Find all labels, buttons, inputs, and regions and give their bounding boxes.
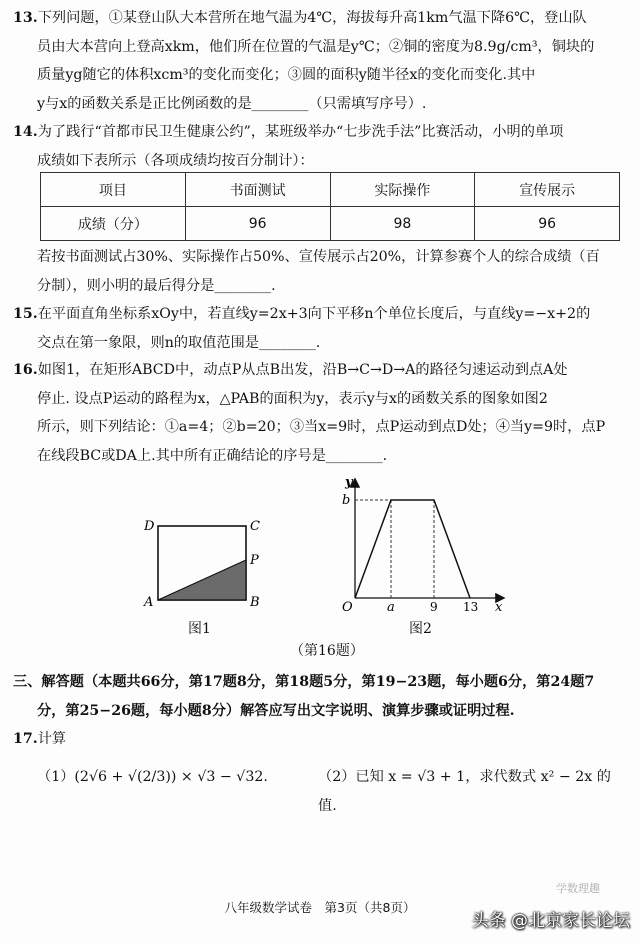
question-14 xyxy=(13,118,628,175)
question-17 xyxy=(13,725,628,754)
figure-1-caption: 图1 xyxy=(188,621,211,637)
label-9: 9 xyxy=(430,600,438,614)
table-cell: 成绩（分） xyxy=(41,207,186,241)
label-y-axis: y xyxy=(345,475,353,490)
question-text: 为了践行“首都市民卫生健康公约”，某班级举办“七步洗手法”比赛活动，小明的单项 xyxy=(37,124,564,140)
label-p: P xyxy=(250,553,259,568)
section-text: 分，第25−26题，每小题8分）解答应写出文字说明、演算步骤或证明过程. xyxy=(37,703,515,719)
table-cell: 98 xyxy=(330,207,475,241)
question-14-continued xyxy=(13,243,628,300)
question-text: 下列问题，①某登山队大本营所在地气温为4℃，海拔每升高1km气温下降6℃，登山队 xyxy=(37,10,587,26)
table-cell: 96 xyxy=(185,207,330,241)
faint-watermark: 学数理趣 xyxy=(556,882,600,895)
question-13 xyxy=(13,4,628,118)
label-13: 13 xyxy=(463,600,479,614)
question-15 xyxy=(13,300,628,357)
question-number: 17. xyxy=(13,731,38,747)
table-header: 实际操作 xyxy=(330,173,475,207)
label-x-axis: x xyxy=(495,600,503,614)
label-d: D xyxy=(144,519,155,534)
question-text: 若按书面测试占30%、实际操作占50%、宣传展示占20%，计算参赛个人的综合成绩（百 xyxy=(37,249,600,265)
question-number: 13. xyxy=(13,10,38,26)
table-header: 书面测试 xyxy=(185,173,330,207)
question-17-part-1: （1）(2√6 + √(2/3)) × √3 − √32. xyxy=(37,769,268,785)
question-text: 在平面直角坐标系xOy中，若直线y=2x+3向下平移n个单位长度后，与直线y=−x+2的 xyxy=(37,306,591,322)
question-text: 员由大本营向上登高xkm，他们所在位置的气温是y℃；②铜的密度为8.9g/cm³，铜块的 xyxy=(37,38,595,55)
question-text: 停止. 设点P运动的路程为x，△PAB的面积为y，表示y与x的函数关系的图象如图2 xyxy=(37,390,548,407)
question-text: 质量yg随它的体积xcm³的变化而变化；③圆的面积y随半径x的变化而变化.其中 xyxy=(37,67,536,83)
label-b: b xyxy=(342,493,351,508)
question-16 xyxy=(13,356,628,470)
figure-2-graph xyxy=(335,474,515,614)
figure-1-rectangle xyxy=(140,512,270,612)
table-header: 项目 xyxy=(41,173,186,207)
question-text: 交点在第一象限，则n的取值范围是________. xyxy=(37,334,321,351)
question-number: 15. xyxy=(13,306,38,322)
question-text: y与x的函数关系是正比例函数的是________（只需填写序号）. xyxy=(37,95,427,112)
question-text: 在线段BC或DA上.其中所有正确结论的序号是________. xyxy=(37,447,388,464)
source-watermark: 头条 @北京家长论坛 xyxy=(471,911,630,931)
question-text: 分制），则小明的最后得分是________. xyxy=(37,277,276,294)
label-b: B xyxy=(250,595,260,610)
question-number: 16. xyxy=(13,362,38,378)
page-footer: 八年级数学试卷 第3页（共8页） xyxy=(224,900,416,915)
table-cell: 96 xyxy=(475,207,620,241)
question-16-caption: （第16题） xyxy=(290,643,364,659)
label-c: C xyxy=(250,519,260,534)
score-table xyxy=(40,172,620,241)
figure-2-caption: 图2 xyxy=(409,621,432,637)
question-text: 所示，则下列结论：①a=4；②b=20；③当x=9时，点P运动到点D处；④当y=9时，点P xyxy=(37,419,606,435)
table-row xyxy=(41,173,620,207)
label-a: a xyxy=(387,600,395,614)
question-text: 成绩如下表所示（各项成绩均按百分制计）： xyxy=(37,152,314,169)
label-a: A xyxy=(144,595,154,610)
label-origin: O xyxy=(342,600,353,614)
section-heading xyxy=(13,668,628,726)
question-text: 如图1，在矩形ABCD中，动点P从点B出发，沿B→C→D→A的路径匀速运动到点A处 xyxy=(37,362,568,378)
question-text: 计算 xyxy=(37,731,67,747)
table-header: 宣传展示 xyxy=(475,173,620,207)
question-17-part-2: （2）已知 x = √3 + 1，求代数式 x² − 2x 的值. xyxy=(318,769,611,814)
table-row xyxy=(41,207,620,241)
question-number: 14. xyxy=(13,124,38,140)
section-text: 三、解答题（本题共66分，第17题8分，第18题5分，第19−23题，每小题6分，第24题7 xyxy=(13,674,595,690)
